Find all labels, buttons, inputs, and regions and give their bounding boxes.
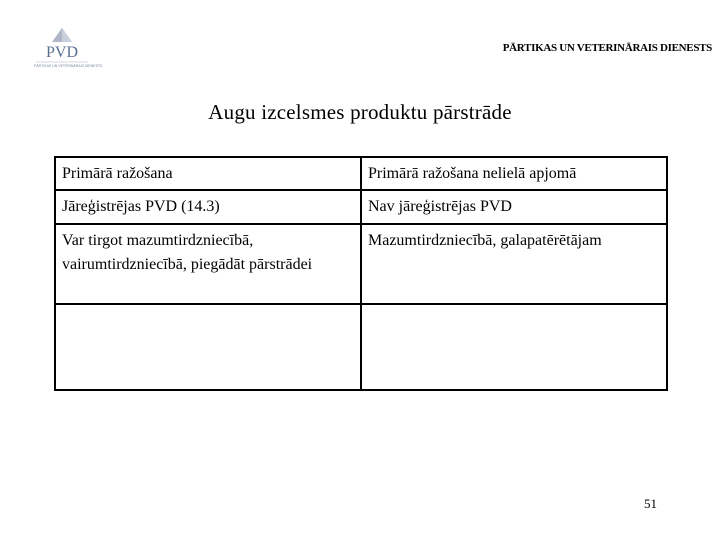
table-cell: Mazumtirdzniecībā, galapatērētājam <box>361 224 667 304</box>
table-row <box>55 190 667 224</box>
table-row <box>55 157 667 190</box>
logo-subtext: PĀRTIKAS UN VETERINĀRAIS DIENESTS <box>34 64 103 68</box>
page-number: 51 <box>644 496 657 511</box>
comparison-table <box>54 156 668 391</box>
table-cell <box>55 304 361 390</box>
table-row <box>55 304 667 390</box>
table-cell: Primārā ražošana nelielā apjomā <box>361 157 667 190</box>
table-cell: Nav jāreģistrējas PVD <box>361 190 667 224</box>
slide-title: Augu izcelsmes produktu pārstrāde <box>208 100 512 124</box>
table-cell <box>361 304 667 390</box>
organization-name: PĀRTIKAS UN VETERINĀRAIS DIENESTS <box>502 42 712 54</box>
logo-text: PVD <box>45 44 78 61</box>
table-cell: Var tirgot mazumtirdzniecībā, vairumtirdzniecībā, piegādāt pārstrādei <box>55 224 361 304</box>
pvd-logo <box>26 26 103 72</box>
table-cell: Primārā ražošana <box>55 157 361 190</box>
table-cell: Jāreģistrējas PVD (14.3) <box>55 190 361 224</box>
table-row <box>55 224 667 304</box>
